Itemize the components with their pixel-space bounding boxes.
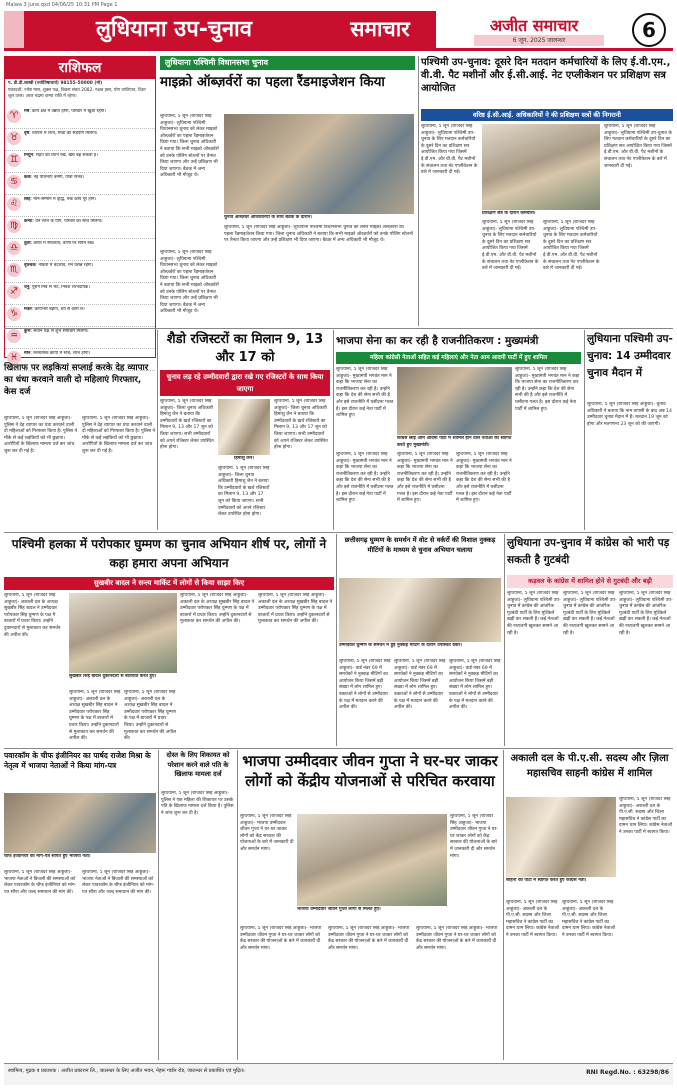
rashi-text: मिथुन: सेहत का ध्यान रखें, खर्च बढ़ सकता है। — [24, 153, 98, 158]
divider — [4, 328, 673, 329]
a12-body-col5: लुधियाना, 5 जून (राजिंदर सिंह आहूजा)- भाजपा उम्मीदवार जीवन गुप्ता ने घर-घर जाकर लोगों को केंद्र सरकार की योजनाओं के बारे में जानकारी दी और समर्थन मांगा। — [416, 926, 498, 951]
masthead-title-right: समाचार — [324, 11, 436, 48]
rashi-item — [5, 129, 155, 151]
a7-body-col2: लुधियाना, 5 जून (राजिंदर सिंह आहूजा)- अकाली दल के अध्यक्ष सुखबीर सिंह बादल ने उम्मीदवार परोपकार सिंह घुम्मण के पक्ष में बाजारों में प्रचार किया। उन्होंने दुकानदारों से मुलाकात कर समर्थन की अपील की। — [69, 690, 121, 742]
a13-body-col1: लुधियाना, 5 जून (राजिंदर सिंह आहूजा)- अकाली दल के पी.ए.सी. सदस्य और जिला महासचिव ने कांग्रेस पार्टी का दामन थाम लिया। कांग्रेस नेताओं ने उनका पार्टी में स्वागत किया। — [619, 797, 673, 835]
a9-body-col3: लुधियाना, 5 जून (राजिंदर सिंह आहूजा)- लुधियाना पश्चिमी उप-चुनाव में कांग्रेस की आंतरिक गुटबंदी पार्टी के लिए मुश्किलें खड़ी कर सकती है। कई नेताओं की नाराजगी खुलकर सामने आ रही है। — [619, 591, 673, 636]
a12-body-col2: लुधियाना, 5 जून (राजिंदर सिंह आहूजा)- भाजपा उम्मीदवार जीवन गुप्ता ने घर-घर जाकर लोगों को केंद्र सरकार की योजनाओं के बारे में जानकारी दी और समर्थन मांगा। — [450, 814, 499, 859]
a1-photo — [224, 114, 414, 214]
rashifal-box — [4, 56, 156, 363]
a11-body: लुधियाना, 5 जून (राजिंदर सिंह आहूजा)- पुलिस ने एक महिला की शिकायत पर उसके पति के खिलाफ मामला दर्ज किया है। पुलिस ने जांच शुरू कर दी है। — [161, 791, 234, 816]
a10-headline: पवारकॉम के चीफ इंजीनियर का पार्षद राजेश मिश्रा के नेतृत्व में भाजपा नेताओं ने किया मांग-पत्र — [4, 751, 151, 770]
rashi-name: तुला — [24, 241, 31, 246]
a2-body-col1: लुधियाना, 5 जून (राजिंदर सिंह आहूजा)- लुधियाना पश्चिमी उप-चुनाव के लिए मतदान कर्मचारियों के दूसरे दिन का प्रशिक्षण सत्र आयोजित किया गया जिसमें ई.वी.एम. और वी.वी. पैट मशीनों के संचालन तथा नेट एप्लीकेशन के बारे में जानकारी दी गई। — [421, 124, 478, 176]
rashi-name: सिंह — [24, 197, 31, 202]
a8-body-col1: लुधियाना, 5 जून (राजिंदर सिंह आहूजा)- वार्ड नंबर 69 में समर्थकों ने नुक्कड़ मीटिंगों का आयोजन किया जिसमें बड़ी संख्या में लोग शामिल हुए। वक्ताओं ने लोगों से उम्मीदवार के पक्ष में मतदान करने की अपील की। — [339, 659, 391, 711]
rashi-text: कन्या: धन लाभ के योग, परिवार का साथ मिलेगा। — [24, 219, 103, 224]
a8-caption: उम्मीदवार घुम्मण के समर्थन में हुई नुक्कड़ मीटिंग के दौरान उपस्थित वर्कर। — [339, 643, 463, 648]
a13-body-col2: लुधियाना, 5 जून (राजिंदर सिंह आहूजा)- अकाली दल के पी.ए.सी. सदस्य और जिला महासचिव ने कांग्रेस पार्टी का दामन थाम लिया। कांग्रेस नेताओं ने उनका पार्टी में स्वागत किया। — [506, 900, 560, 938]
rashi-item — [5, 261, 155, 283]
rashi-prediction: पुराने मित्र से भेंट, निवेश लाभदायक। — [32, 285, 90, 290]
divider — [503, 750, 504, 1060]
a3-band: चुनाव लड़ रहे उम्मीदवारों द्वारा रखे गए रजिस्टरों के साथ किया जाएगा — [160, 370, 330, 396]
a9-body-col2: लुधियाना, 5 जून (राजिंदर सिंह आहूजा)- लुधियाना पश्चिमी उप-चुनाव में कांग्रेस की आंतरिक गुटबंदी पार्टी के लिए मुश्किलें खड़ी कर सकती है। कई नेताओं की नाराजगी खुलकर सामने आ रही है। — [563, 591, 617, 636]
a4-caption: कांग्रेस छोड़ आम आदमी पार्टी में शामिल होने वाले नेताओं का स्वागत करते हुए मुख्यमंत्री। — [397, 436, 512, 448]
rashi-item — [5, 107, 155, 129]
a10-photo — [4, 793, 156, 853]
masthead — [4, 11, 673, 51]
divider — [157, 330, 158, 530]
divider — [333, 330, 334, 530]
a2-caption: प्रशिक्षण सत्र के दौरान कर्मचारी। — [482, 211, 536, 216]
rashi-text: मकर: कार्यभार बढ़ेगा, धैर्य से काम लें। — [24, 307, 85, 312]
paper-name: अजीत समाचार — [489, 16, 579, 35]
footer-reg: RNI Regd.No. : 63298/86 — [586, 1069, 669, 1076]
rashi-text: मेष: कार्य क्षेत्र में उन्नति होगी, परिवार में खुशी रहेगी। — [24, 109, 107, 114]
rashi-prediction: कार्यों में सफलता, वाणी पर संयम रखें। — [33, 241, 95, 246]
a4-body-col1: लुधियाना, 5 जून (राजिंदर सिंह आहूजा)- मुख्यमंत्री भगवंत मान ने कहा कि भाजपा सेना का राजनीतिकरण कर रही है। उन्होंने कहा कि देश की सेना सभी की है और इसे राजनीति में घसीटना गलत है। इस दौरान कई नेता पार्टी में शामिल हुए। — [336, 367, 394, 419]
rashi-name: वृश्चिक — [24, 263, 36, 268]
a1-body-col1: लुधियाना, 5 जून (राजिंदर सिंह आहूजा)- लुधियाना पश्चिमी विधानसभा चुनाव को लेकर माइक्रो ऑब्ज़र्वरों का पहला रैंडमाइजेशन किया गया। जिला चुनाव अधिकारी ने बताया कि सभी माइक्रो ऑब्ज़र्वरों को उनके पोलिंग स्टेशनों पर तैनात किया जाएगा और उन्हें प्रशिक्षण भी दिया जाएगा। बैठक में अन्य अधिकारी भी मौजूद थे। — [160, 114, 219, 179]
a13-body-col3: लुधियाना, 5 जून (राजिंदर सिंह आहूजा)- अकाली दल के पी.ए.सी. सदस्य और जिला महासचिव ने कांग्रेस पार्टी का दामन थाम लिया। कांग्रेस नेताओं ने उनका पार्टी में स्वागत किया। — [562, 900, 616, 938]
rashi-text: वृश्चिक: नौकरी में बदलाव, मन प्रसन्न रहेगा। — [24, 263, 94, 268]
rashi-item — [5, 195, 155, 217]
rashi-prediction: रचनात्मक कार्यों में रुचि, लाभ होगा। — [33, 351, 91, 356]
divider — [4, 532, 673, 533]
a13-photo — [506, 797, 616, 877]
rashi-name: कर्क — [24, 175, 31, 180]
masthead-title-left: लुधियाना उप-चुनाव — [24, 11, 324, 48]
rashi-text: वृष: व्यापार में लाभ, मित्रों का सहयोग मिलेगा। — [24, 131, 98, 136]
rashi-prediction: नौकरी में बदलाव, मन प्रसन्न रहेगा। — [38, 263, 94, 268]
a2-body-col3: लुधियाना, 5 जून (राजिंदर सिंह आहूजा)- लुधियाना पश्चिमी उप-चुनाव के लिए मतदान कर्मचारियों के दूसरे दिन का प्रशिक्षण सत्र आयोजित किया गया जिसमें ई.वी.एम. और वी.वी. पैट मशीनों के संचालन तथा नेट एप्लीकेशन के बारे में जानकारी दी गई। — [543, 220, 600, 272]
a2-body-col4: लुधियाना, 5 जून (राजिंदर सिंह आहूजा)- लुधियाना पश्चिमी उप-चुनाव के लिए मतदान कर्मचारियों के दूसरे दिन का प्रशिक्षण सत्र आयोजित किया गया जिसमें ई.वी.एम. और वी.वी. पैट मशीनों के संचालन तथा नेट एप्लीकेशन के बारे में जानकारी दी गई। — [604, 124, 672, 169]
divider — [237, 750, 238, 1060]
a2-headline: पश्चिमी उप-चुनाव: दूसरे दिन मतदान कर्मचारियों के लिए ई.वी.एम., वी.वी. पैट मशीनों और ई.सी.आई. नेट एप्लीकेशन पर प्रशिक्षण सत्र आयोजित — [421, 57, 671, 94]
rashi-item — [5, 305, 155, 327]
divider — [158, 750, 159, 1060]
a1-band-wrap — [160, 56, 415, 70]
a9-headline: लुधियाना उप-चुनाव में कांग्रेस को भारी पड़ सकती है गुटबंदी — [507, 537, 670, 566]
zodiac-icon: ♑ — [7, 307, 21, 321]
a5-body: लुधियाना, 5 जून (राजिंदर सिंह आहूजा)- चुनाव अधिकारी ने बताया कि नाम वापसी के बाद अब 14 उम्मीदवार चुनाव मैदान में हैं। मतदान 19 जून को होगा और मतगणना 23 जून को की जाएगी। — [587, 402, 672, 427]
rashifal-list — [5, 107, 155, 371]
rashi-item — [5, 217, 155, 239]
rashi-name: मिथुन — [24, 153, 34, 158]
a4-body-col5: लुधियाना, 5 जून (राजिंदर सिंह आहूजा)- मुख्यमंत्री भगवंत मान ने कहा कि भाजपा सेना का राजनीतिकरण कर रही है। उन्होंने कहा कि देश की सेना सभी की है और इसे राजनीति में घसीटना गलत है। इस दौरान कई नेता पार्टी में शामिल हुए। — [515, 367, 580, 412]
zodiac-icon: ♒ — [7, 329, 21, 343]
a1-body-col1b: लुधियाना, 5 जून (राजिंदर सिंह आहूजा)- लुधियाना पश्चिमी विधानसभा चुनाव को लेकर माइक्रो ऑब्ज़र्वरों का पहला रैंडमाइजेशन किया गया। जिला चुनाव अधिकारी ने बताया कि सभी माइक्रो ऑब्ज़र्वरों को उनके पोलिंग स्टेशनों पर तैनात किया जाएगा और उन्हें प्रशिक्षण भी दिया जाएगा। बैठक में अन्य अधिकारी भी मौजूद थे। — [160, 250, 219, 315]
a1-caption: चुनाव ऑब्ज़र्वर अधिकारियों के साथ बैठक के दौरान। — [224, 215, 312, 220]
a10-body-col2: लुधियाना, 5 जून (राजिंदर सिंह आहूजा)- भाजपा नेताओं ने बिजली की समस्याओं को लेकर पावरकॉम के चीफ इंजीनियर को मांग-पत्र सौंपा और जल्द समाधान की मांग की। — [82, 870, 155, 895]
divider — [4, 748, 673, 749]
a7-caption: सुखबीर सिंह बादल दुकानदारों से बातचीत करते हुए। — [69, 674, 157, 679]
a3-body-col2: लुधियाना, 5 जून (राजिंदर सिंह आहूजा)- जिला चुनाव अधिकारी हिमांशु जैन ने बताया कि उम्मीदवारों के खर्च रजिस्टरों का मिलान 9, 13 और 17 जून को किया जाएगा। सभी उम्मीदवारों को अपने रजिस्टर लेकर उपस्थित होना होगा। — [218, 466, 270, 518]
divider — [584, 330, 585, 530]
a4-body-col2: लुधियाना, 5 जून (राजिंदर सिंह आहूजा)- मुख्यमंत्री भगवंत मान ने कहा कि भाजपा सेना का राजनीतिकरण कर रही है। उन्होंने कहा कि देश की सेना सभी की है और इसे राजनीति में घसीटना गलत है। इस दौरान कई नेता पार्टी में शामिल हुए। — [336, 452, 394, 504]
rashi-prediction: सेहत का ध्यान रखें, खर्च बढ़ सकता है। — [35, 153, 98, 158]
a5-headline: लुधियाना पश्चिमी उप-चुनाव: 14 उम्मीदवार चुनाव मैदान में — [587, 333, 673, 379]
zodiac-icon: ♎ — [7, 241, 21, 255]
rashi-text: कर्क: नई योजनाएं बनेंगी, यात्रा संभव। — [24, 175, 85, 180]
rashi-prediction: धन लाभ के योग, परिवार का साथ मिलेगा। — [35, 219, 103, 224]
rashi-item — [5, 283, 155, 305]
rashi-name: कन्या — [24, 219, 33, 224]
a4-headline: भाजपा सेना का कर रही है राजनीतिकरण : मुख्यमंत्री — [336, 335, 539, 347]
a3-body-col1: लुधियाना, 5 जून (राजिंदर सिंह आहूजा)- जिला चुनाव अधिकारी हिमांशु जैन ने बताया कि उम्मीदवारों के खर्च रजिस्टरों का मिलान 9, 13 और 17 जून को किया जाएगा। सभी उम्मीदवारों को अपने रजिस्टर लेकर उपस्थित होना होगा। — [160, 399, 214, 451]
a12-body-col3: लुधियाना, 5 जून (राजिंदर सिंह आहूजा)- भाजपा उम्मीदवार जीवन गुप्ता ने घर-घर जाकर लोगों को केंद्र सरकार की योजनाओं के बारे में जानकारी दी और समर्थन मांगा। — [240, 926, 322, 951]
a1-body-col2: लुधियाना, 5 जून (राजिंदर सिंह आहूजा)- लुधियाना पश्चिमी विधानसभा चुनाव को लेकर माइक्रो ऑब्ज़र्वरों का पहला रैंडमाइजेशन किया गया। जिला चुनाव अधिकारी ने बताया कि सभी माइक्रो ऑब्ज़र्वरों को उनके पोलिंग स्टेशनों पर तैनात किया जाएगा और उन्हें प्रशिक्षण भी दिया जाएगा। बैठक में अन्य अधिकारी भी मौजूद थे। — [224, 225, 413, 244]
rashi-name: वृष — [24, 131, 29, 136]
a12-body-col4: लुधियाना, 5 जून (राजिंदर सिंह आहूजा)- भाजपा उम्मीदवार जीवन गुप्ता ने घर-घर जाकर लोगों को केंद्र सरकार की योजनाओं के बारे में जानकारी दी और समर्थन मांगा। — [328, 926, 410, 951]
a2-band: वरिष्ठ ई.सी.आई. अधिकारियों ने की प्रशिक्षण सत्रों की निगरानी — [421, 109, 673, 121]
rashi-prediction: कार्यभार बढ़ेगा, धैर्य से काम लें। — [34, 307, 85, 312]
a4-photo — [397, 367, 512, 435]
rashi-prediction: संतान पक्ष से शुभ समाचार मिलेगा। — [33, 329, 89, 334]
a12-photo — [297, 814, 447, 906]
divider — [336, 534, 337, 746]
zodiac-icon: ♈ — [7, 109, 21, 123]
a12-caption: भाजपा उम्मीदवार जीवन गुप्ता लोगों से मिलते हुए। — [297, 907, 381, 912]
zodiac-icon: ♉ — [7, 131, 21, 145]
rashi-prediction: नई योजनाएं बनेंगी, यात्रा संभव। — [33, 175, 85, 180]
a7-body-col1: लुधियाना, 5 जून (राजिंदर सिंह आहूजा)- अकाली दल के अध्यक्ष सुखबीर सिंह बादल ने उम्मीदवार परोपकार सिंह घुम्मण के पक्ष में बाजारों में प्रचार किया। उन्होंने दुकानदारों से मुलाकात कर समर्थन की अपील की। — [4, 593, 61, 638]
rashi-name: मीन — [24, 351, 31, 356]
rashi-item — [5, 151, 155, 173]
zodiac-icon: ♊ — [7, 153, 21, 167]
a6-body-col1: लुधियाना, 5 जून (राजिंदर सिंह आहूजा)- पुलिस ने देह व्यापार का धंधा करवाने वाली दो महिलाओं को गिरफ्तार किया है। पुलिस ने मौके से कई लड़कियों को भी छुड़ाया। आरोपियों के खिलाफ मामला दर्ज कर जांच शुरू कर दी गई है। — [4, 416, 78, 454]
a9-band: कड़वल के कांग्रेस में शामिल होने से गुटबंदी और बढ़ी — [507, 575, 673, 588]
a10-body-col1: लुधियाना, 5 जून (राजिंदर सिंह आहूजा)- भाजपा नेताओं ने बिजली की समस्याओं को लेकर पावरकॉम के चीफ इंजीनियर को मांग-पत्र सौंपा और जल्द समाधान की मांग की। — [4, 870, 77, 895]
rashi-prediction: मान-सम्मान में वृद्धि, रुके कार्य पूरे होंगे। — [33, 197, 97, 202]
a1-headline: माइक्रो ऑब्ज़र्वरों का पहला रैंडमाइजेशन किया — [160, 74, 385, 90]
a7-band: सुखबीर बादल ने सन्त्य मार्किट में लोगों से किया साझा किए — [4, 577, 334, 590]
masthead-left-accent — [4, 11, 24, 48]
a1-band: लुधियाना पश्चिमी विधानसभा चुनाव — [160, 56, 415, 70]
rashi-prediction: व्यापार में लाभ, मित्रों का सहयोग मिलेगा। — [31, 131, 98, 136]
a7-photo — [69, 593, 177, 673]
zodiac-icon: ♓ — [7, 351, 21, 365]
a12-headline: भाजपा उम्मीदवार जीवन गुप्ता ने घर-घर जाकर लोगों को केंद्रीय योजनाओं से परिचित करवाया — [242, 752, 498, 790]
a7-body-col3: लुधियाना, 5 जून (राजिंदर सिंह आहूजा)- अकाली दल के अध्यक्ष सुखबीर सिंह बादल ने उम्मीदवार परोपकार सिंह घुम्मण के पक्ष में बाजारों में प्रचार किया। उन्होंने दुकानदारों से मुलाकात कर समर्थन की अपील की। — [124, 690, 177, 742]
rashifal-intro: एकादशी, ज्येष्ठ मास, शुक्ल पक्ष, विक्रम संवत 2082, नक्षत्र हस्त, योग व्यतिपात, दिशा शूल उत्तर। आज चंद्रमा कन्या राशि में रहेगा। — [8, 88, 146, 99]
a8-headline: छत्तीसगढ़ घुम्मण के समर्थन में वोट से वर्करों की विशाल नुक्कड़ मीटिंगों के माध्यम से चुनाव अभियान चलाया — [344, 536, 496, 554]
a13-headline: अकाली दल के पी.ए.सी. सदस्य और ज़िला महासचिव साहनी कांग्रेस में शामिल — [510, 753, 669, 779]
a4-band: महिला कांग्रेसी नेताओं सहित कई महिलाएं और नेता आम आदमी पार्टी में हुए शामिल — [336, 352, 581, 364]
zodiac-icon: ♌ — [7, 197, 21, 211]
a13-caption: साहनी का पार्टी में स्वागत करते हुए कांग्रेस नेता। — [506, 878, 587, 883]
a4-body-col3: लुधियाना, 5 जून (राजिंदर सिंह आहूजा)- मुख्यमंत्री भगवंत मान ने कहा कि भाजपा सेना का राजनीतिकरण कर रही है। उन्होंने कहा कि देश की सेना सभी की है और इसे राजनीति में घसीटना गलत है। इस दौरान कई नेता पार्टी में शामिल हुए। — [397, 452, 453, 504]
a3-photo — [218, 399, 270, 455]
rashi-text: सिंह: मान-सम्मान में वृद्धि, रुके कार्य पूरे होंगे। — [24, 197, 97, 202]
print-slug: Malwa 3 June.qxd 04/06/25 10:31 PM Page 1 — [6, 2, 118, 8]
a12-body-col1: लुधियाना, 5 जून (राजिंदर सिंह आहूजा)- भाजपा उम्मीदवार जीवन गुप्ता ने घर-घर जाकर लोगों को केंद्र सरकार की योजनाओं के बारे में जानकारी दी और समर्थन मांगा। — [240, 814, 294, 852]
zodiac-icon: ♍ — [7, 219, 21, 233]
rashifal-title: राशिफल — [5, 57, 155, 79]
footer — [4, 1063, 673, 1085]
a7-headline: पश्चिमी हलका में परोपकार घुम्मण का चुनाव अभियान शीर्ष पर, लोगों ने कहा हमारा अपना अभियान — [11, 537, 327, 570]
rashi-name: मेष — [24, 109, 30, 114]
a8-photo — [339, 578, 501, 642]
rashi-item — [5, 327, 155, 349]
a3-body-col3: लुधियाना, 5 जून (राजिंदर सिंह आहूजा)- जिला चुनाव अधिकारी हिमांशु जैन ने बताया कि उम्मीदवारों के खर्च रजिस्टरों का मिलान 9, 13 और 17 जून को किया जाएगा। सभी उम्मीदवारों को अपने रजिस्टर लेकर उपस्थित होना होगा। — [274, 399, 328, 451]
a7-body-col5: लुधियाना, 5 जून (राजिंदर सिंह आहूजा)- अकाली दल के अध्यक्ष सुखबीर सिंह बादल ने उम्मीदवार परोपकार सिंह घुम्मण के पक्ष में बाजारों में प्रचार किया। उन्होंने दुकानदारों से मुलाकात कर समर्थन की अपील की। — [258, 593, 333, 625]
a4-body-col4: लुधियाना, 5 जून (राजिंदर सिंह आहूजा)- मुख्यमंत्री भगवंत मान ने कहा कि भाजपा सेना का राजनीतिकरण कर रही है। उन्होंने कहा कि देश की सेना सभी की है और इसे राजनीति में घसीटना गलत है। इस दौरान कई नेता पार्टी में शामिल हुए। — [456, 452, 512, 504]
divider — [504, 534, 505, 746]
a3-headline: शैडो रजिस्टरों का मिलान 9, 13 और 17 को — [166, 332, 324, 365]
rashi-item — [5, 239, 155, 261]
footer-imprint: स्वामित्व, मुद्रक व प्रकाशक : अजीत प्रकाशन लि., जालन्धर के लिए अजीत भवन, नेहरू गार्डन रोड, जालन्धर से प्रकाशित एवं मुद्रित। — [8, 1068, 245, 1074]
a2-photo — [482, 124, 600, 210]
rashi-name: कुंभ — [24, 329, 31, 334]
a10-caption: चीफ इंजीनियर को मांग-पत्र सौंपते हुए भाजपा नेता। — [4, 854, 91, 859]
rashi-item — [5, 173, 155, 195]
zodiac-icon: ♐ — [7, 285, 21, 299]
a3-caption: हिमांशु जैन। — [234, 456, 254, 461]
zodiac-icon: ♏ — [7, 263, 21, 277]
rashi-text: कुंभ: संतान पक्ष से शुभ समाचार मिलेगा। — [24, 329, 89, 334]
a9-body-col1: लुधियाना, 5 जून (राजिंदर सिंह आहूजा)- लुधियाना पश्चिमी उप-चुनाव में कांग्रेस की आंतरिक गुटबंदी पार्टी के लिए मुश्किलें खड़ी कर सकती है। कई नेताओं की नाराजगी खुलकर सामने आ रही है। — [507, 591, 561, 636]
a6-headline: खिलाफ पर लड़कियां सप्लाई करके देह व्यापार का धंधा करवाने वाली दो महिलाएं गिरफ्तार, केस दर्ज — [4, 363, 149, 397]
rashi-prediction: कार्य क्षेत्र में उन्नति होगी, परिवार में खुशी रहेगी। — [32, 109, 107, 114]
a2-body-col2: लुधियाना, 5 जून (राजिंदर सिंह आहूजा)- लुधियाना पश्चिमी उप-चुनाव के लिए मतदान कर्मचारियों के दूसरे दिन का प्रशिक्षण सत्र आयोजित किया गया जिसमें ई.वी.एम. और वी.वी. पैट मशीनों के संचालन तथा नेट एप्लीकेशन के बारे में जानकारी दी गई। — [482, 220, 539, 272]
a11-headline: दोस्त के लिए शिकायत को परेशान करने वाले पति के खिलाफ मामला दर्ज — [166, 751, 230, 778]
a8-body-col3: लुधियाना, 5 जून (राजिंदर सिंह आहूजा)- वार्ड नंबर 69 में समर्थकों ने नुक्कड़ मीटिंगों का आयोजन किया जिसमें बड़ी संख्या में लोग शामिल हुए। वक्ताओं ने लोगों से उम्मीदवार के पक्ष में मतदान करने की अपील की। — [449, 659, 501, 711]
a8-body-col2: लुधियाना, 5 जून (राजिंदर सिंह आहूजा)- वार्ड नंबर 69 में समर्थकों ने नुक्कड़ मीटिंगों का आयोजन किया जिसमें बड़ी संख्या में लोग शामिल हुए। वक्ताओं ने लोगों से उम्मीदवार के पक्ष में मतदान करने की अपील की। — [394, 659, 446, 711]
rashi-text: मीन: रचनात्मक कार्यों में रुचि, लाभ होगा। — [24, 351, 91, 356]
rashi-name: धनु — [24, 285, 30, 290]
zodiac-icon: ♋ — [7, 175, 21, 189]
a6-body-col2: लुधियाना, 5 जून (राजिंदर सिंह आहूजा)- पुलिस ने देह व्यापार का धंधा करवाने वाली दो महिलाओं को गिरफ्तार किया है। पुलिस ने मौके से कई लड़कियों को भी छुड़ाया। आरोपियों के खिलाफ मामला दर्ज कर जांच शुरू कर दी गई है। — [82, 416, 156, 454]
rashi-text: धनु: पुराने मित्र से भेंट, निवेश लाभदायक। — [24, 285, 90, 290]
rashi-text: तुला: कार्यों में सफलता, वाणी पर संयम रखें। — [24, 241, 95, 246]
rashi-name: मकर — [24, 307, 32, 312]
rashifal-astrologer: प. डी.डी.शास्त्री (ज्योतिषाचार्य) 98155-50000 (मो) — [8, 81, 103, 86]
divider — [418, 56, 419, 326]
page-number: 6 — [632, 13, 666, 47]
date-line: 6 जून, 2025 जालन्धर — [474, 35, 604, 46]
a7-body-col4: लुधियाना, 5 जून (राजिंदर सिंह आहूजा)- अकाली दल के अध्यक्ष सुखबीर सिंह बादल ने उम्मीदवार परोपकार सिंह घुम्मण के पक्ष में बाजारों में प्रचार किया। उन्होंने दुकानदारों से मुलाकात कर समर्थन की अपील की। — [180, 593, 255, 625]
